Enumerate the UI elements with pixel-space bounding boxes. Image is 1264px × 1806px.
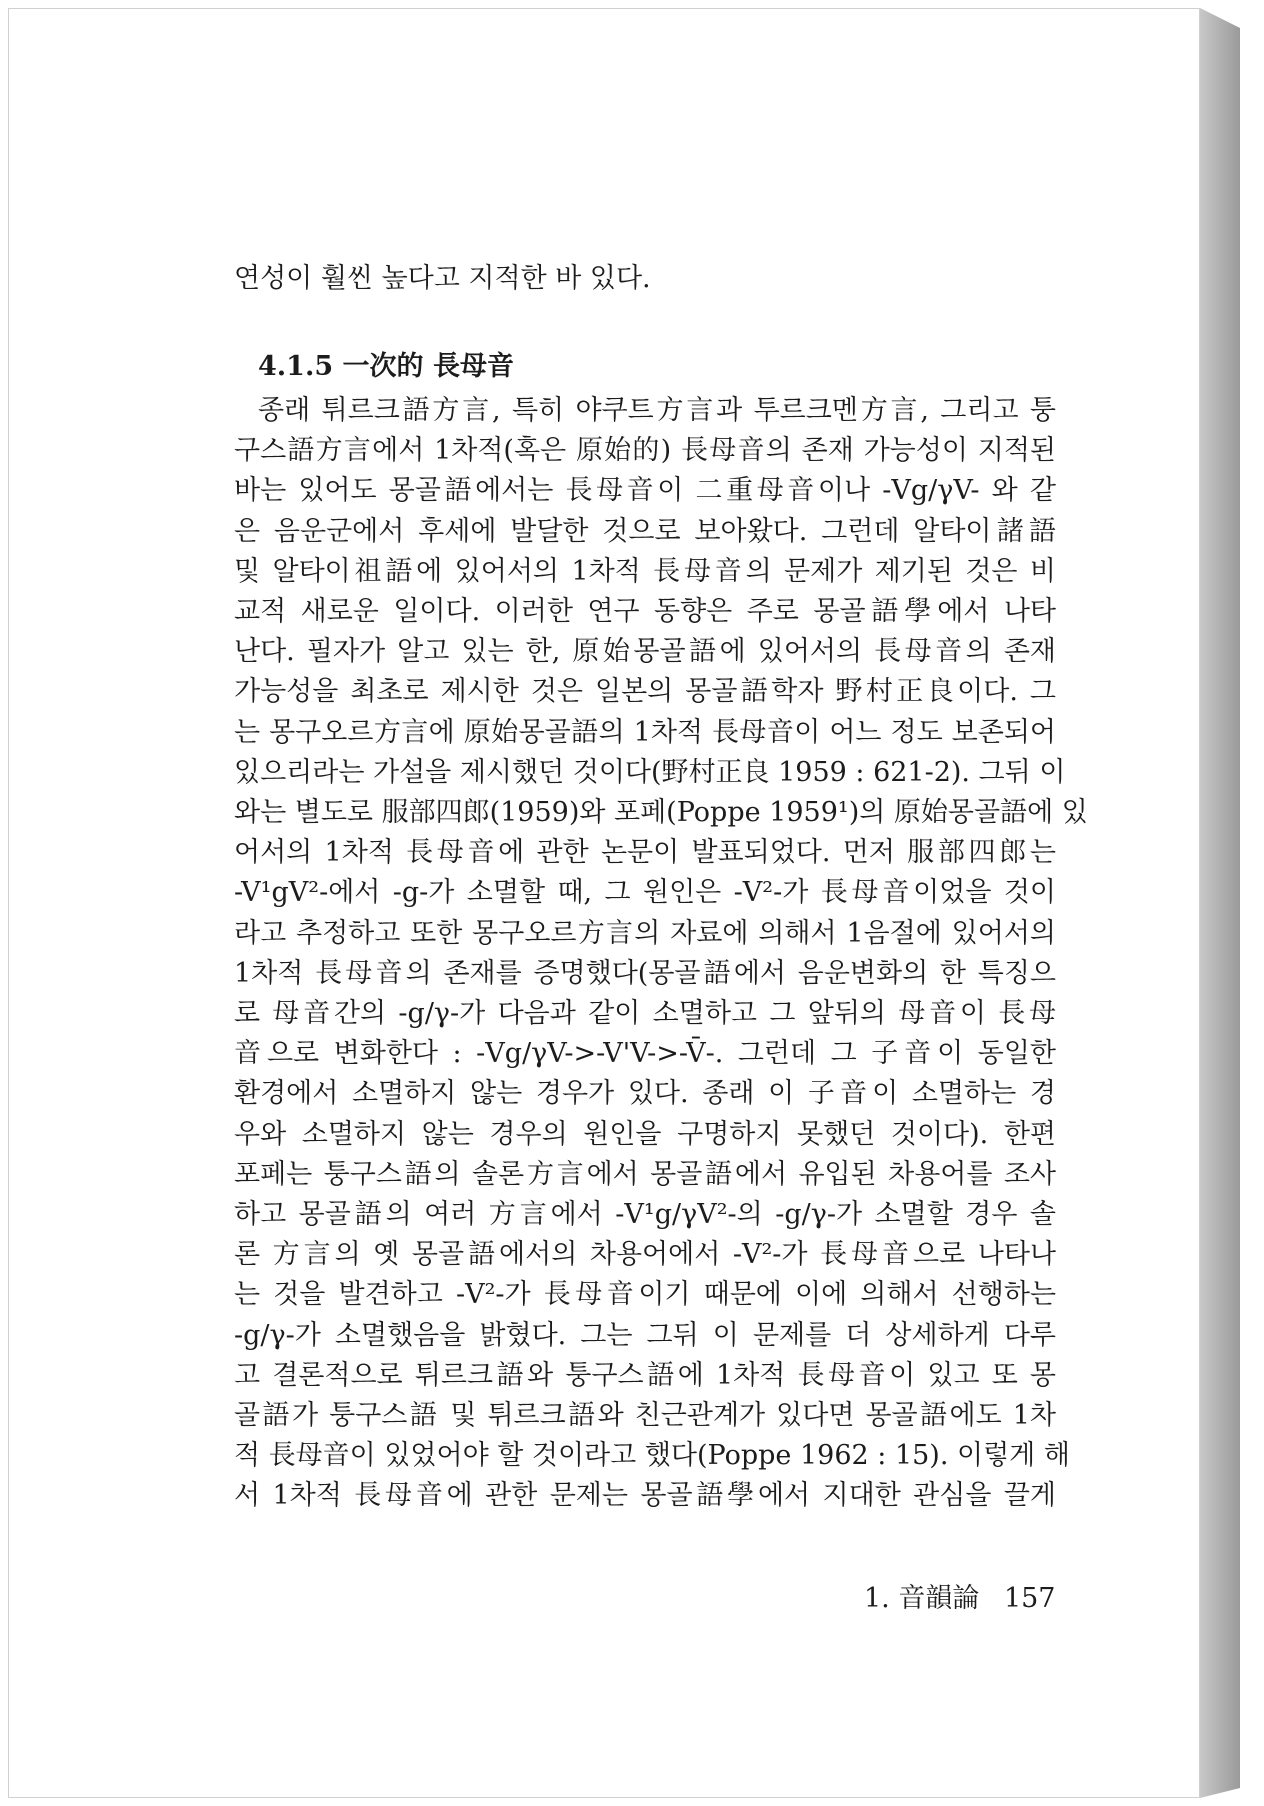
- paragraph-line: 및 알타이祖語에 있어서의 1차적 長母音의 문제가 제기된 것은 비: [234, 555, 1056, 587]
- paragraph-line: 어서의 1차적 長母音에 관한 논문이 발표되었다. 먼저 服部四郎는: [234, 837, 1056, 869]
- paragraph-line: 가능성을 최초로 제시한 것은 일본의 몽골語학자 野村正良이다. 그: [234, 676, 1056, 708]
- paragraph-line: 난다. 필자가 알고 있는 한, 原始몽골語에 있어서의 長母音의 존재: [234, 636, 1056, 668]
- intro-line: 연성이 훨씬 높다고 지적한 바 있다.: [234, 263, 651, 294]
- running-footer: [864, 1576, 1055, 1615]
- paragraph-line: 로 母音간의 -g/γ-가 다음과 같이 소멸하고 그 앞뒤의 母音이 長母: [234, 998, 1056, 1029]
- paragraph-line: 바는 있어도 몽골語에서는 長母音이 二重母音이나 -Vg/γV- 와 같: [234, 475, 1056, 507]
- paragraph-line: 적 長母音이 있었어야 할 것이라고 했다(Poppe 1962 : 15). 이렇게 해: [234, 1440, 1070, 1472]
- paragraph-line: 구스語方言에서 1차적(혹은 原始的) 長母音의 존재 가능성이 지적된: [234, 435, 1056, 467]
- paragraph-line: -V¹gV²-에서 -g-가 소멸할 때, 그 원인은 -V²-가 長母音이었을 것이: [234, 877, 1056, 909]
- paragraph-line: 고 결론적으로 튀르크語와 퉁구스語에 1차적 長母音이 있고 또 몽: [234, 1359, 1056, 1391]
- paragraph-line: 론 方言의 옛 몽골語에서의 차용어에서 -V²-가 長母音으로 나타나: [234, 1239, 1056, 1271]
- paragraph-line: 골語가 퉁구스語 및 튀르크語와 친근관계가 있다면 몽골語에도 1차: [234, 1400, 1057, 1431]
- paragraph-line: 라고 추정하고 또한 몽구오르方言의 자료에 의해서 1음절에 있어서의: [234, 917, 1056, 949]
- paragraph-line: 있으리라는 가설을 제시했던 것이다(野村正良 1959 : 621-2). 그뒤 이: [234, 756, 1066, 788]
- paragraph-line: 포페는 퉁구스語의 솔론方言에서 몽골語에서 유입된 차용어를 조사: [234, 1158, 1056, 1190]
- paragraph-line: 와는 별도로 服部四郎(1959)와 포페(Poppe 1959¹)의 原始몽골語에 있: [234, 797, 1088, 828]
- paragraph-line: 은 음운군에서 후세에 발달한 것으로 보아왔다. 그런데 알타이諸語: [234, 515, 1056, 547]
- paragraph-line: -g/γ-가 소멸했음을 밝혔다. 그는 그뒤 이 문제를 더 상세하게 다루: [234, 1319, 1056, 1351]
- paragraph-line: 1차적 長母音의 존재를 증명했다(몽골語에서 음운변화의 한 특징으: [234, 957, 1056, 989]
- paragraph-line: 하고 몽골語의 여러 方言에서 -V¹g/γV²-의 -g/γ-가 소멸할 경우 솔: [234, 1199, 1056, 1230]
- page-edge-shadow: [1200, 8, 1240, 1798]
- paragraph-line: 환경에서 소멸하지 않는 경우가 있다. 종래 이 子音이 소멸하는 경: [234, 1078, 1056, 1110]
- paragraph-line: 우와 소멸하지 않는 경우의 원인을 구명하지 못했던 것이다). 한편: [234, 1118, 1056, 1150]
- paragraph-line: 는 몽구오르方言에 原始몽골語의 1차적 長母音이 어느 정도 보존되어: [234, 716, 1056, 748]
- paragraph-line: 종래 튀르크語方言, 특히 야쿠트方言과 투르크멘方言, 그리고 퉁: [258, 395, 1056, 426]
- footer-section-title: 1. 音韻論: [864, 1583, 980, 1614]
- paragraph-line: 서 1차적 長母音에 관한 문제는 몽골語學에서 지대한 관심을 끌게: [234, 1480, 1056, 1512]
- section-heading: 4.1.5 一次的 長母音: [258, 351, 514, 382]
- paragraph-line: 교적 새로운 일이다. 이러한 연구 동향은 주로 몽골語學에서 나타: [234, 596, 1056, 627]
- page-number: 157: [1003, 1583, 1056, 1614]
- paragraph-line: 音으로 변화한다 : -Vg/γV->-V'V->-V̄-. 그런데 그 子音이 동일한: [234, 1038, 1056, 1070]
- paragraph-line: 는 것을 발견하고 -V²-가 長母音이기 때문에 이에 의해서 선행하는: [234, 1279, 1056, 1311]
